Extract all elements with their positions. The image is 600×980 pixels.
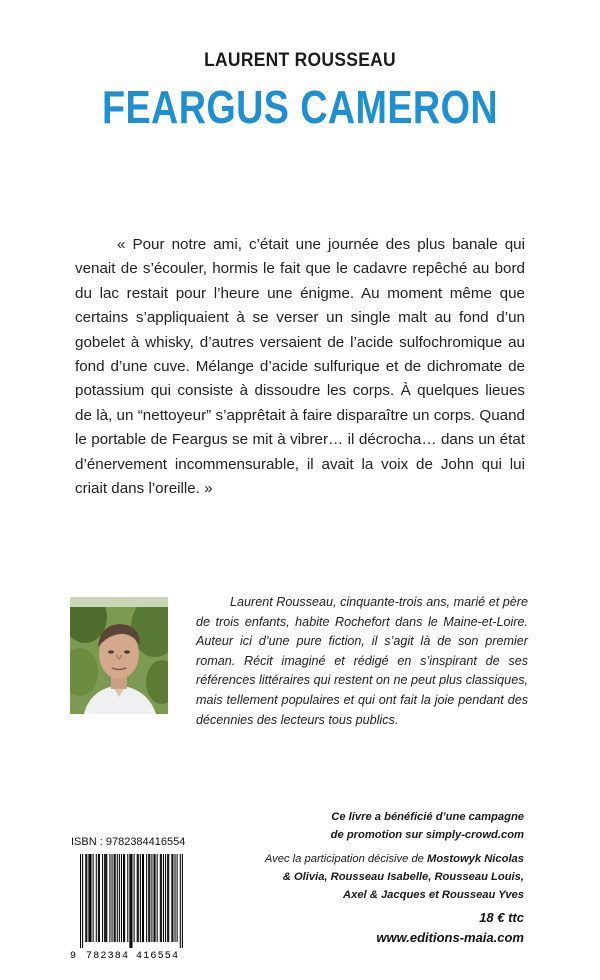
barcode-bar (117, 854, 118, 942)
barcode-bar (82, 854, 83, 948)
barcode-bar (119, 854, 120, 942)
author-biography: Laurent Rousseau, cinquante-trois ans, marié et père de trois enfants, habite Rochefort dans le Maine-et-Loire. Auteur ici d’une pure fiction, il s’agit là de son premier roman. Récit imaginé et rédigé en s’inspirant de ses références littéraires qui restent on ne peut plus classiques, mais tellement populaires et qui ont fait la joie pendant des décennies des lecteurs tous publics. (196, 595, 528, 727)
barcode-bar (143, 854, 144, 942)
barcode-bar (115, 854, 116, 942)
barcode-bar (165, 854, 166, 942)
barcode-digits-left: 782384 (86, 951, 130, 960)
participation-intro: Avec la participation décisive de (264, 853, 428, 865)
barcode-bar (85, 854, 86, 942)
price: 18 € ttc (479, 910, 524, 925)
author-name: LAURENT ROUSSEAU (204, 50, 396, 71)
barcode-bar (167, 854, 168, 942)
barcode-bar (157, 854, 158, 942)
promotion-line-2: de promotion sur simply-crowd.com (330, 829, 524, 841)
barcode-bar (102, 854, 103, 942)
barcode-bar (91, 854, 92, 942)
participation-names-2: & Olivia, Rousseau Isabelle, Rousseau Louis, (282, 871, 524, 883)
barcode-bar (171, 854, 172, 942)
barcode-bar (140, 854, 141, 942)
barcode-bar (137, 854, 138, 942)
barcode-bar (86, 854, 87, 942)
barcode-bar (124, 854, 125, 942)
promotion-line-1: Ce livre a bénéficié d’une campagne (331, 811, 524, 823)
barcode-bar (154, 854, 155, 942)
barcode (70, 852, 190, 960)
barcode-bar (172, 854, 173, 942)
barcode-bar (123, 854, 124, 942)
barcode-bar (160, 854, 161, 942)
barcode-bar (175, 854, 176, 942)
barcode-bar (89, 854, 90, 942)
barcode-bar (96, 854, 97, 942)
barcode-bar (114, 854, 115, 942)
author-photo (70, 597, 168, 714)
barcode-bar (105, 854, 106, 942)
publisher-website: www.editions-maia.com (376, 930, 524, 945)
barcode-bar (134, 854, 135, 942)
barcode-bar (99, 854, 100, 942)
barcode-bar (142, 854, 143, 942)
barcode-bar (129, 854, 130, 948)
barcode-bar (130, 854, 131, 948)
barcode-bar (182, 854, 183, 948)
barcode-bar (109, 854, 110, 942)
barcode-bar (163, 854, 164, 942)
participation-credits (234, 850, 524, 904)
barcode-bar (161, 854, 162, 942)
author-portrait-image (70, 597, 168, 714)
barcode-bar (148, 854, 149, 942)
barcode-bar (146, 854, 147, 942)
barcode-bar (106, 854, 107, 942)
barcode-bar (131, 854, 132, 948)
barcode-bar (168, 854, 169, 942)
promotion-notice (224, 808, 524, 844)
book-title: FEARGUS CAMERON (102, 81, 498, 133)
barcode-digits-right: 416554 (136, 951, 180, 960)
barcode-bar (104, 854, 105, 942)
participation-names-1: Mostowyk Nicolas (427, 853, 524, 865)
barcode-bar (155, 854, 156, 942)
barcode-bar (177, 854, 178, 942)
barcode-digit-first: 9 (70, 951, 77, 960)
barcode-bar (80, 854, 81, 948)
back-cover-blurb: « Pour notre ami, c’était une journée des plus banale qui venait de s’écouler, hormis le fait que le cadavre repêché au bord du lac restait pour l’heure une énigme. Au moment même que certains s’appliquaient à se verser un single malt au fond d’un gobelet à whisky, d’autres versaient de l’acide sulfochromique au fond d’une cuve. Mélange d’acide sulfurique et de dichromate de potassium qui consiste à dissoudre les corps. À quelques lieues de là, un “nettoyeur” s’apprêtait à faire disparaître un corps. Quand le portable de Feargus se mit à vibrer… il décrocha… dans un état d’énervement incommensurable, il avait la voix de John qui lui criait dans l’oreille. » (75, 236, 525, 498)
participation-names-3: Axel & Jacques et Rousseau Yves (343, 889, 524, 901)
barcode-bar (93, 854, 94, 942)
barcode-bars (80, 854, 183, 948)
barcode-bar (149, 854, 150, 942)
barcode-bar (180, 854, 181, 948)
barcode-bar (138, 854, 139, 942)
barcode-bar (98, 854, 99, 942)
barcode-bar (121, 854, 122, 942)
barcode-bar (88, 854, 89, 942)
barcode-bar (127, 854, 128, 942)
barcode-bar (112, 854, 113, 942)
barcode-bar (151, 854, 152, 942)
isbn-label: ISBN : 9782384416554 (71, 836, 186, 848)
